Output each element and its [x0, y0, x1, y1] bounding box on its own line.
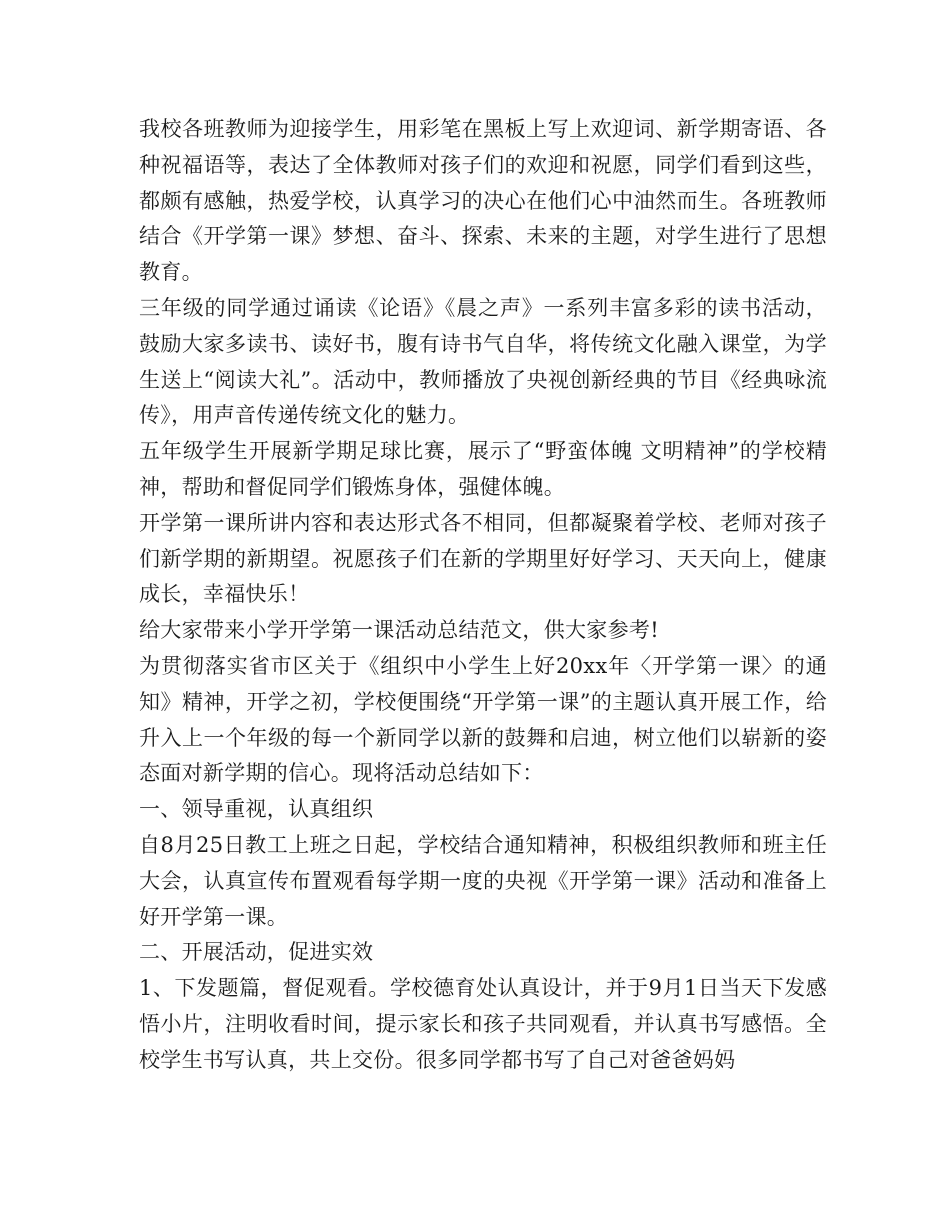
- paragraph-summary-intro: 为贯彻落实省市区关于《组织中小学生上好20xx年〈开学第一课〉的通知》精神，开学之初，学校便围绕“开学第一课”的主题认真开展工作，给升入上一个年级的每一个新同学以新的鼓舞和启迪，树立他们以崭新的姿态面对新学期的信心。现将活动总结如下：: [139, 653, 827, 786]
- paragraph-grade-five-football: 五年级学生开展新学期足球比赛，展示了“野蛮体魄 文明精神”的学校精神，帮助和督促同学们锻炼身体，强健体魄。: [139, 439, 827, 499]
- paragraph-leadership: 自8月25日教工上班之日起，学校结合通知精神，积极组织教师和班主任大会，认真宣传布置观看每学期一度的央视《开学第一课》活动和准备上好开学第一课。: [139, 832, 827, 929]
- section-heading-two: 二、开展活动，促进实效: [139, 940, 374, 965]
- document-body: [139, 112, 827, 1079]
- paragraph-closing-wishes: 开学第一课所讲内容和表达形式各不相同，但都凝聚着学校、老师对孩子们新学期的新期望。祝愿孩子们在新的学期里好好学习、天天向上，健康成长，幸福快乐！: [139, 510, 827, 607]
- paragraph-activity-one: 1、下发题篇，督促观看。学校德育处认真设计，并于9月1日当天下发感悟小片，注明收看时间，提示家长和孩子共同观看，并认真书写感悟。全校学生书写认真，共上交份。很多同学都书写了自己对爸爸妈妈: [139, 976, 827, 1072]
- paragraph-intro-sample: 给大家带来小学开学第一课活动总结范文，供大家参考!: [139, 618, 659, 643]
- paragraph-teachers-welcome: 我校各班教师为迎接学生，用彩笔在黑板上写上欢迎词、新学期寄语、各种祝福语等，表达了全体教师对孩子们的欢迎和祝愿，同学们看到这些，都颇有感触，热爱学校，认真学习的决心在他们心中油然而生。各班教师结合《开学第一课》梦想、奋斗、探索、未来的主题，对学生进行了思想教育。: [139, 117, 827, 285]
- section-heading-one: 一、领导重视，认真组织: [139, 797, 374, 822]
- paragraph-grade-three-reading: 三年级的同学通过诵读《论语》《晨之声》一系列丰富多彩的读书活动，鼓励大家多读书、读好书，腹有诗书气自华，将传统文化融入课堂，为学生送上“阅读大礼”。活动中，教师播放了央视创新经典的节目《经典咏流传》，用声音传递传统文化的魅力。: [139, 295, 827, 428]
